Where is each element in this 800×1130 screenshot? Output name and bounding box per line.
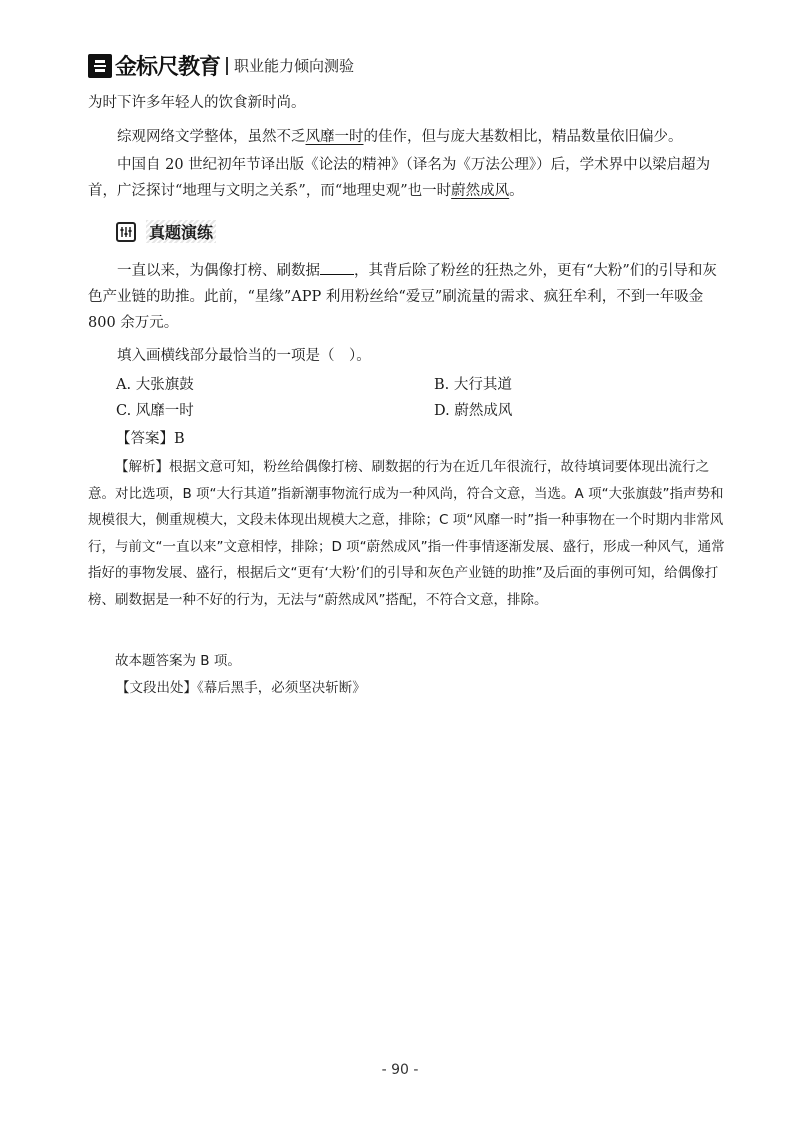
page-number: - 90 - bbox=[381, 1062, 419, 1078]
question-stem: 一直以来，为偶像打榜、刷数据 ，其背后除了粉丝的狂热之外，更有“大粉”们的引导和灰色产业链的助推。此前，“星缘”APP 利用粉丝给“爱豆”刷流量的需求、疯狂牟利，不到一年吸金 800 余万元。 bbox=[88, 258, 728, 336]
answer-line: 【答案】B bbox=[116, 431, 185, 447]
section-heading bbox=[116, 220, 216, 243]
header-subtitle: 职业能力倾向测验 bbox=[234, 57, 355, 75]
analysis-conclusion: 故本题答案为 B 项。 bbox=[115, 653, 241, 669]
brand-logo-icon bbox=[88, 54, 112, 78]
intro-line-1: 为时下许多年轻人的饮食新时尚。 bbox=[88, 95, 306, 111]
section-title: 真题演练 bbox=[146, 220, 216, 243]
brand-name: 金标尺教育 bbox=[115, 55, 221, 80]
option-c: C. 风靡一时 bbox=[116, 403, 194, 419]
option-d: D. 蔚然成风 bbox=[434, 403, 513, 419]
intro-paragraph-2: 综观网络文学整体，虽然不乏风靡一时的佳作，但与庞大基数相比，精品数量依旧偏少。 bbox=[117, 129, 683, 145]
answer-blank bbox=[320, 260, 354, 275]
intro-paragraph-3: 中国自 20 世纪初年节译出版《论法的精神》（译名为《万法公理》）后，学术界中以梁启超为首，广泛探讨“地理与文明之关系”，而“地理史观”也一时蔚然成风。 bbox=[88, 157, 711, 199]
question-prompt: 填入画横线部分最恰当的一项是（ ）。 bbox=[117, 348, 371, 364]
source-line: 【文段出处】《幕后黑手，必须坚决斩断》 bbox=[116, 680, 366, 696]
underlined-term: 风靡一时 bbox=[305, 129, 364, 145]
option-a: A. 大张旗鼓 bbox=[116, 377, 194, 393]
header-divider bbox=[226, 57, 228, 75]
analysis-paragraph: 【解析】根据文意可知，粉丝给偶像打榜、刷数据的行为在近几年很流行，故待填词要体现出流行之意。对比选项，B 项“大行其道”指新潮事物流行成为一种风尚，符合文意，当选。A 项“大张旗鼓”指声势和规模很大，侧重规模大，文段未体现出规模大之意，排除；C 项“风靡一时”指一种事物在一个时期内非常风行，与前文“一直以来”文意相悖，排除；D 项“蔚然成风”指一件事情逐渐发展、盛行，形成一种风气，通常指好的事物发展、盛行，根据后文“更有‘大粉’们的引导和灰色产业链的助推”及后面的事例可知，给偶像打榜、刷数据是一种不好的行为，无法与“蔚然成风”搭配，不符合文意，排除。 bbox=[88, 459, 725, 608]
practice-equalizer-icon bbox=[116, 222, 136, 242]
underlined-term: 蔚然成风 bbox=[451, 183, 510, 199]
page-header bbox=[88, 50, 354, 81]
option-b: B. 大行其道 bbox=[434, 377, 512, 393]
